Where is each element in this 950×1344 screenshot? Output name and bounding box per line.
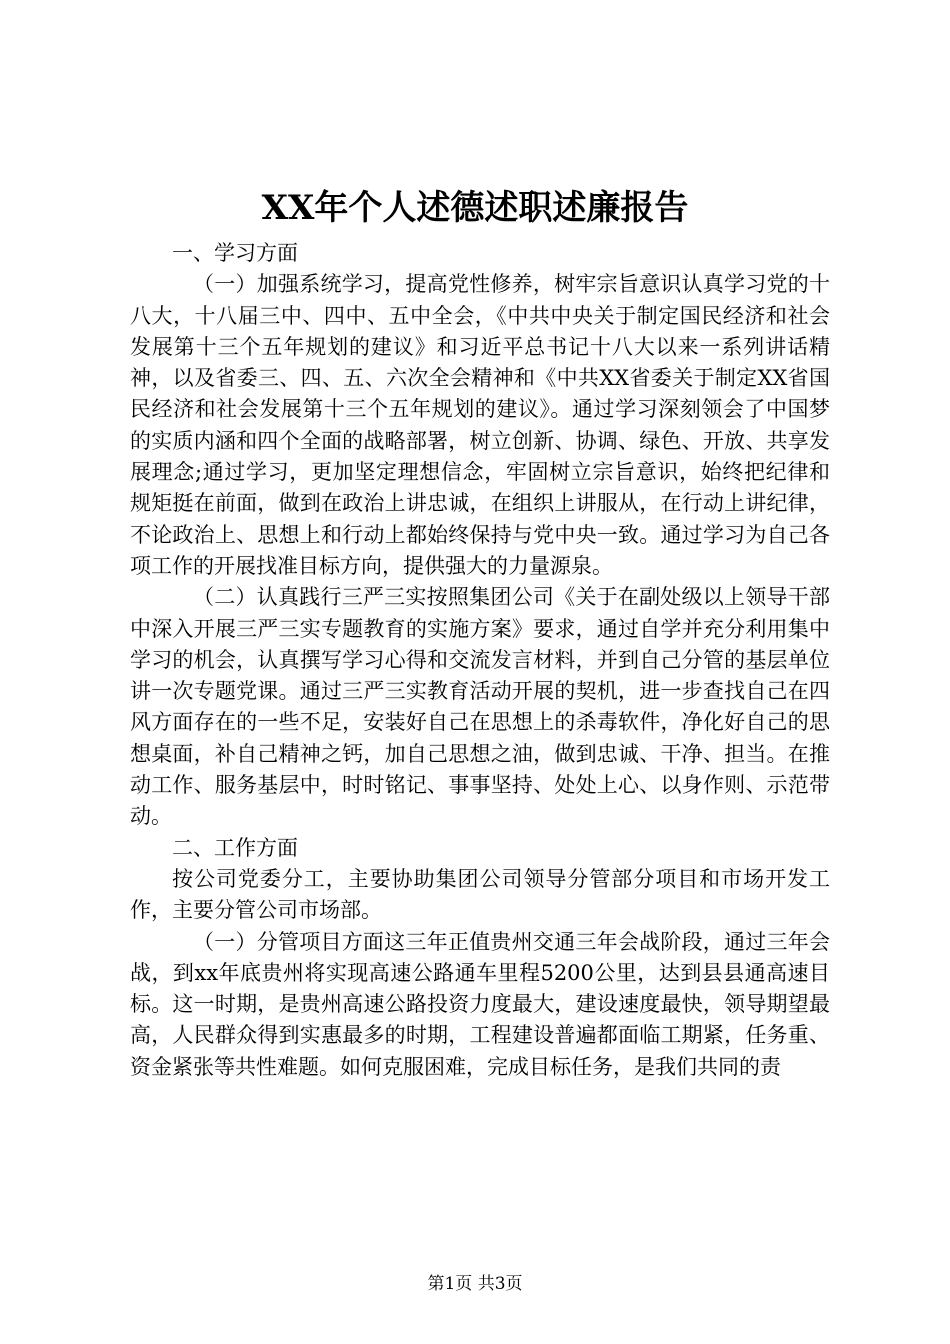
paragraph-work-intro: 按公司党委分工，主要协助集团公司领导分管部分项目和市场开发工作，主要分管公司市场部。: [130, 866, 830, 923]
document-title: XX年个人述德述职述廉报告: [261, 188, 689, 228]
page-footer: 第1页 共3页: [427, 1274, 523, 1294]
paragraph-study-2: （二）认真践行三严三实按照集团公司《关于在副处级以上领导干部中深入开展三严三实专题教育的实施方案》要求，通过自学并充分利用集中学习的机会，认真撰写学习心得和交流发言材料，并到自己分管的基层单位讲一次专题党课。通过三严三实教育活动开展的契机，进一步查找自己在四风方面存在的一些不足，安装好自己在思想上的杀毒软件，净化好自己的思想桌面，补自己精神之钙，加自己思想之油，做到忠诚、干净、担当。在推动工作、服务基层中，时时铭记、事事坚持、处处上心、以身作则、示范带动。: [130, 585, 830, 829]
document-body: [130, 238, 830, 1083]
section-heading-study: 一、学习方面: [172, 241, 298, 265]
paragraph-study-1: （一）加强系统学习，提高党性修养，树牢宗旨意识认真学习党的十八大，十八届三中、四中、五中全会，《中共中央关于制定国民经济和社会发展第十三个五年规划的建议》和习近平总书记十八大以来一系列讲话精神，以及省委三、四、五、六次全会精神和《中共XX省委关于制定XX省国民经济和社会发展第十三个五年规划的建议》。通过学习深刻领会了中国梦的实质内涵和四个全面的战略部署，树立创新、协调、绿色、开放、共享发展理念;通过学习，更加坚定理想信念，牢固树立宗旨意识，始终把纪律和规矩挺在前面，做到在政治上讲忠诚，在组织上讲服从，在行动上讲纪律，不论政治上、思想上和行动上都始终保持与党中央一致。通过学习为自己各项工作的开展找准目标方向，提供强大的力量源泉。: [130, 272, 830, 578]
paragraph-work-1: （一）分管项目方面这三年正值贵州交通三年会战阶段，通过三年会战，到xx年底贵州将实现高速公路通车里程5200公里，达到县县通高速目标。这一时期，是贵州高速公路投资力度最大，建设速度最快，领导期望最高，人民群众得到实惠最多的时期，工程建设普遍都面临工期紧，任务重、资金紧张等共性难题。如何克服困难，完成目标任务，是我们共同的责: [130, 929, 830, 1079]
section-heading-work: 二、工作方面: [172, 835, 298, 860]
